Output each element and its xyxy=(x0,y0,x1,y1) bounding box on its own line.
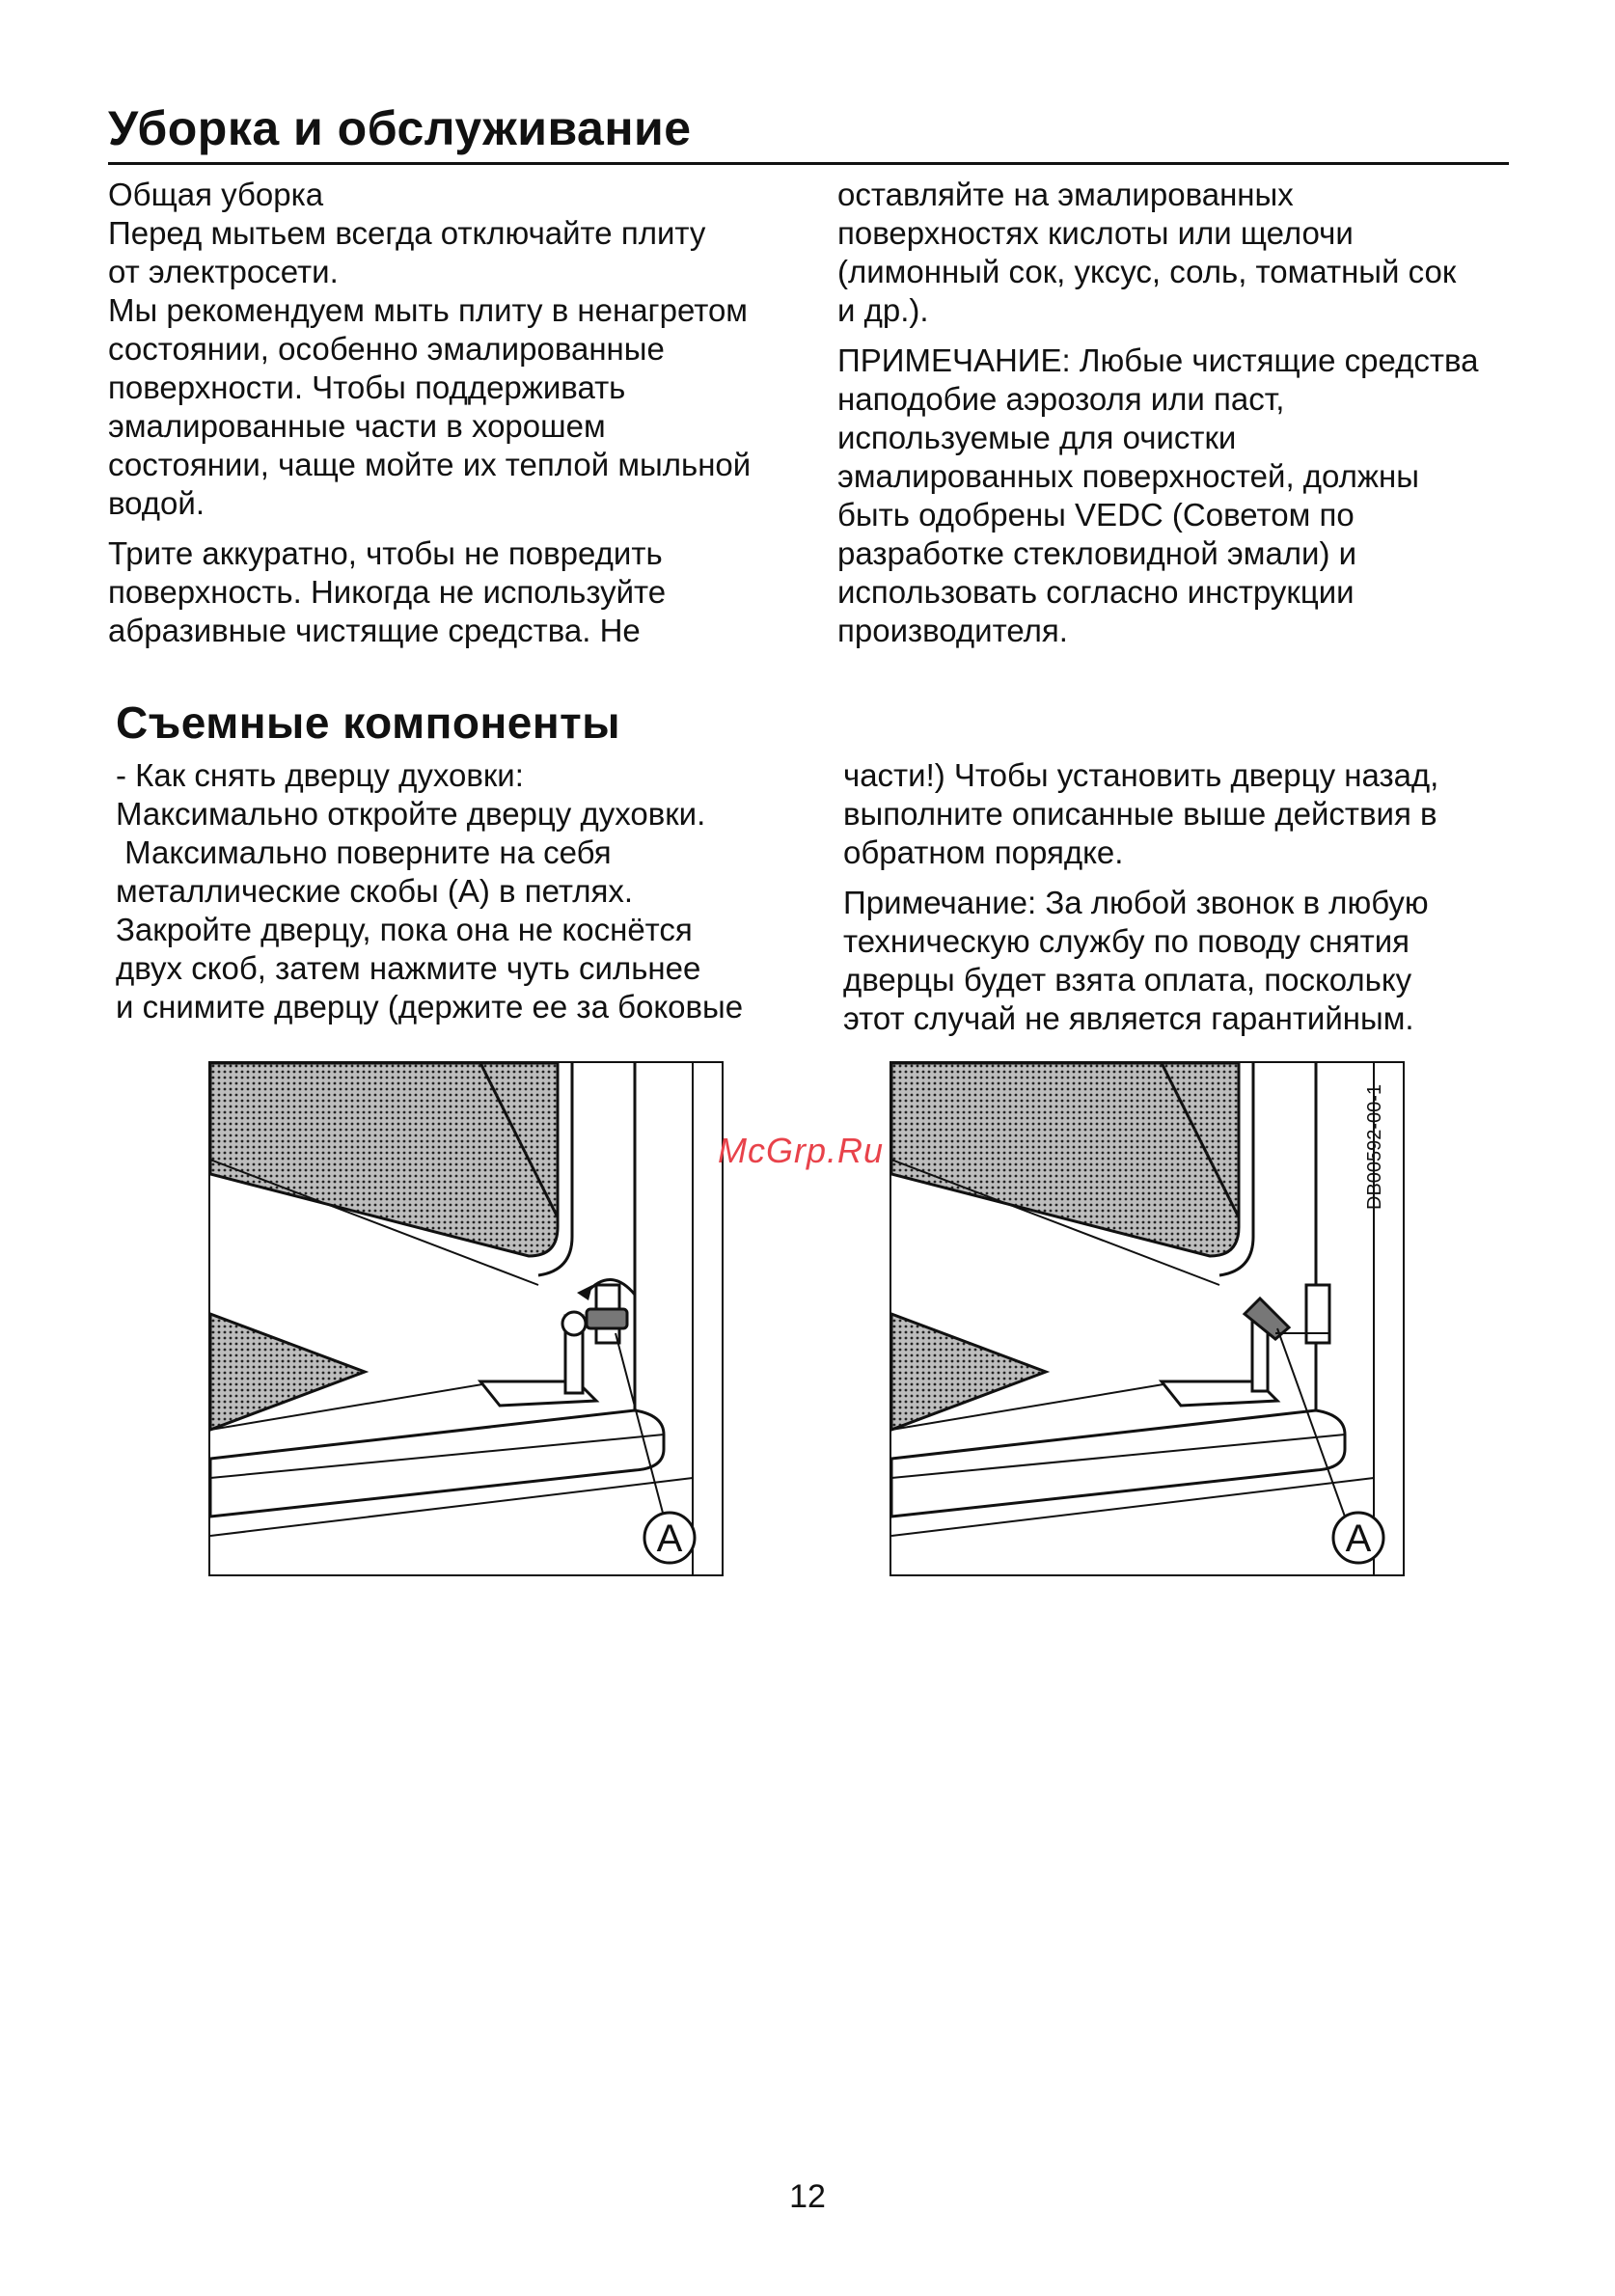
title-rule xyxy=(108,162,1509,165)
door-hinge-figure-right xyxy=(890,1061,1405,1576)
page-number: 12 xyxy=(789,2178,826,2215)
section-title-removable: Съемные компоненты xyxy=(116,697,620,748)
figure-label-a-left: A xyxy=(656,1517,683,1560)
removable-left-column xyxy=(116,756,810,1026)
cleaning-left-column xyxy=(108,176,803,650)
removable-right-para-2: Примечание: За любой звонок в любую техническую службу по поводу снятия дверцы будет взята оплата, поскольку этот случай не является гарантийным. xyxy=(843,885,1429,1036)
figure-code: DB00592-00-1 xyxy=(1364,1083,1385,1210)
removable-right-column xyxy=(843,756,1538,1038)
door-hinge-figure-left xyxy=(208,1061,724,1576)
cleaning-left-para-2: Трите аккуратно, чтобы не повредить поверхность. Никогда не используйте абразивные чистящие средства. Не xyxy=(108,535,667,648)
section-title-cleaning: Уборка и обслуживание xyxy=(108,101,692,155)
cleaning-right-para-2: ПРИМЕЧАНИЕ: Любые чистящие средства наподобие аэрозоля или паст, используемые для очистки эмалированных поверхностей, должны быть одобрены VEDC (Советом по разработке стекловидной эмали) и использовать согласно инструкции производителя. xyxy=(837,342,1479,648)
removable-right-para-1: части!) Чтобы установить дверцу назад, выполните описанные выше действия в обратном порядке. xyxy=(843,757,1439,870)
watermark: McGrp.Ru xyxy=(718,1131,885,1170)
removable-left-para-1: - Как снять дверцу духовки: Максимально откройте дверцу духовки. Максимально поверните на себя металлические скобы (A) в петлях. Закройте дверцу, пока она не коснётся двух скоб, затем нажмите чуть сильнее и снимите дверцу (держите ее за боковые xyxy=(116,757,744,1025)
figure-label-a-right: A xyxy=(1345,1517,1372,1560)
cleaning-left-para-1: Общая уборка Перед мытьем всегда отключайте плиту от электросети. Мы рекомендуем мыть плиту в ненагретом состоянии, особенно эмалированные поверхности. Чтобы поддерживать эмалированные части в хорошем состоянии, чаще мойте их теплой мыльной водой. xyxy=(108,177,752,521)
cleaning-right-column xyxy=(837,176,1532,650)
cleaning-right-para-1: оставляйте на эмалированных поверхностях кислоты или щелочи (лимонный сок, уксус, соль, томатный сок и др.). xyxy=(837,177,1457,328)
